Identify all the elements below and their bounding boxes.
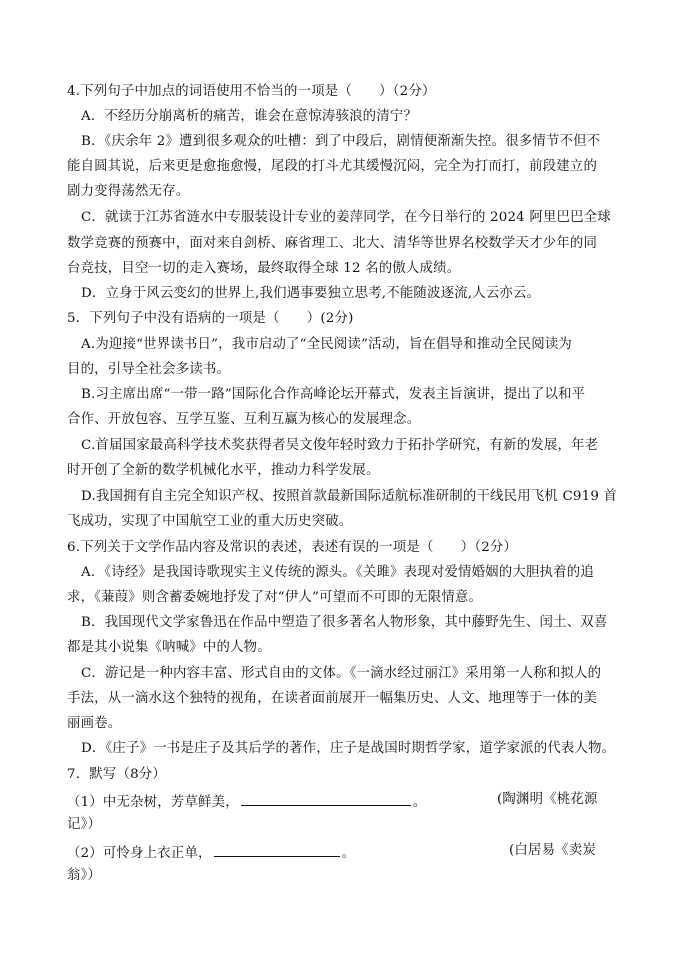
q5-option-d-line1: D.我国拥有自主完全知识产权、按照首款最新国际适航标准研制的干线民用飞机 C919 首: [81, 489, 618, 504]
q5-option-a-line1: A.为迎接“世界读书日”，我市启动了“全民阅读”活动，旨在倡导和推动全民阅读为: [81, 337, 572, 352]
q6-stem: 6.下列关于文学作品内容及常识的表述，表述有误的一项是（ ）（2分）: [67, 540, 518, 555]
q4-option-b-line2: 能自圆其说，后来更是愈拖愈慢，尾段的打斗尤其缓慢沉闷，完全为打而打，前段建立的: [67, 159, 598, 174]
q6-option-c-line2: 手法，从一滴水这个独特的视角，在读者面前展开一幅集历史、人文、地理等于一体的美: [67, 691, 598, 706]
q7-item-2-source-line1: (白居易《卖炭: [509, 843, 596, 858]
q5-option-b-line1: B.习主席出席“一带一路”国际化合作高峰论坛开幕式，发表主旨演讲，提出了以和平: [81, 387, 586, 402]
q6-option-c-line1: C．游记是一种内容丰富、形式自由的文体。《一滴水经过丽江》采用第一人称和拟人的: [81, 666, 602, 681]
q4-option-a: A．不经历分崩离析的痛苦，谁会在意惊涛骇浪的清宁？: [81, 109, 418, 124]
q5-option-c-line2: 时开创了全新的数学机械化水平，推动力科学发展。: [67, 463, 380, 478]
q4-stem: 4.下列句子中加点的词语使用不恰当的一项是（ ）（2分）: [67, 84, 436, 99]
q5-option-a-line2: 目的，引导全社会多读书。: [67, 362, 231, 377]
q7-item-2: [67, 842, 355, 863]
q6-option-b-line2: 都是其小说集《呐喊》中的人物。: [67, 640, 271, 655]
q6-option-a-line1: A．《诗经》是我国诗歌现实主义传统的源头。《关雎》表现对爱情婚姻的大胆执着的追: [81, 565, 594, 580]
q4-option-c-line3: 台竞技，目空一切的走入赛场，最终取得全球 12 名的傲人成绩。: [67, 261, 461, 276]
q4-option-c-line1: C．就读于江苏省涟水中专服装设计专业的姜萍同学，在今日举行的 2024 阿里巴巴全球: [81, 210, 611, 225]
q4-option-b-line3: 剧力变得荡然无存。: [67, 184, 190, 199]
q7-item-1: [67, 791, 426, 812]
q7-item-2-source-line2: 翁》）: [67, 868, 102, 883]
q6-option-a-line2: 求，《蒹葭》则含蓄委婉地抒发了对“伊人”可望而不可即的无限情意。: [67, 590, 483, 605]
q5-stem: 5．下列句子中没有语病的一项是（ ）(2分): [67, 311, 354, 326]
q7-item-1-source-line1: (陶渊明《桃花源: [497, 792, 598, 807]
q7-item-1-source-line2: 记》）: [67, 817, 102, 832]
q7-item-2-prompt: （2）可怜身上衣正单，: [67, 846, 212, 861]
q6-option-d: D．《庄子》一书是庄子及其后学的著作，庄子是战国时期哲学家，道学家派的代表人物。: [81, 741, 616, 756]
q5-option-d-line2: 飞成功，实现了中国航空工业的重大历史突破。: [67, 514, 353, 529]
q7-item-1-answer-blank[interactable]: [241, 791, 411, 806]
q6-option-b-line1: B．我国现代文学家鲁迅在作品中塑造了很多著名人物形象，其中藤野先生、闰土、双喜: [81, 615, 608, 630]
q7-item-1-end: 。: [412, 795, 427, 810]
q5-option-b-line2: 合作、开放包容、互学互鉴、互利互赢为核心的发展理念。: [67, 412, 421, 427]
q7-item-1-prompt: （1）中无杂树，芳草鲜美，: [67, 795, 239, 810]
q6-option-c-line3: 丽画卷。: [67, 716, 122, 731]
q4-option-b-line1: B．《庆余年 2》遭到很多观众的吐槽：到了中段后，剧情便渐渐失控。很多情节不但不: [81, 134, 601, 149]
q4-option-d: D．立身于风云变幻的世界上,我们遇事要独立思考,不能随波逐流,人云亦云。: [81, 286, 541, 301]
q4-option-c-line2: 数学竞赛的预赛中，面对来自剑桥、麻省理工、北大、清华等世界名校数学天才少年的同: [67, 236, 598, 251]
q5-option-c-line1: C.首届国家最高科学技术奖获得者吴文俊年轻时致力于拓扑学研究，有新的发展，年老: [81, 438, 599, 453]
q7-item-2-answer-blank[interactable]: [214, 842, 340, 857]
q7-item-2-end: 。: [341, 846, 356, 861]
q7-stem: 7．默写（8分）: [67, 767, 166, 782]
